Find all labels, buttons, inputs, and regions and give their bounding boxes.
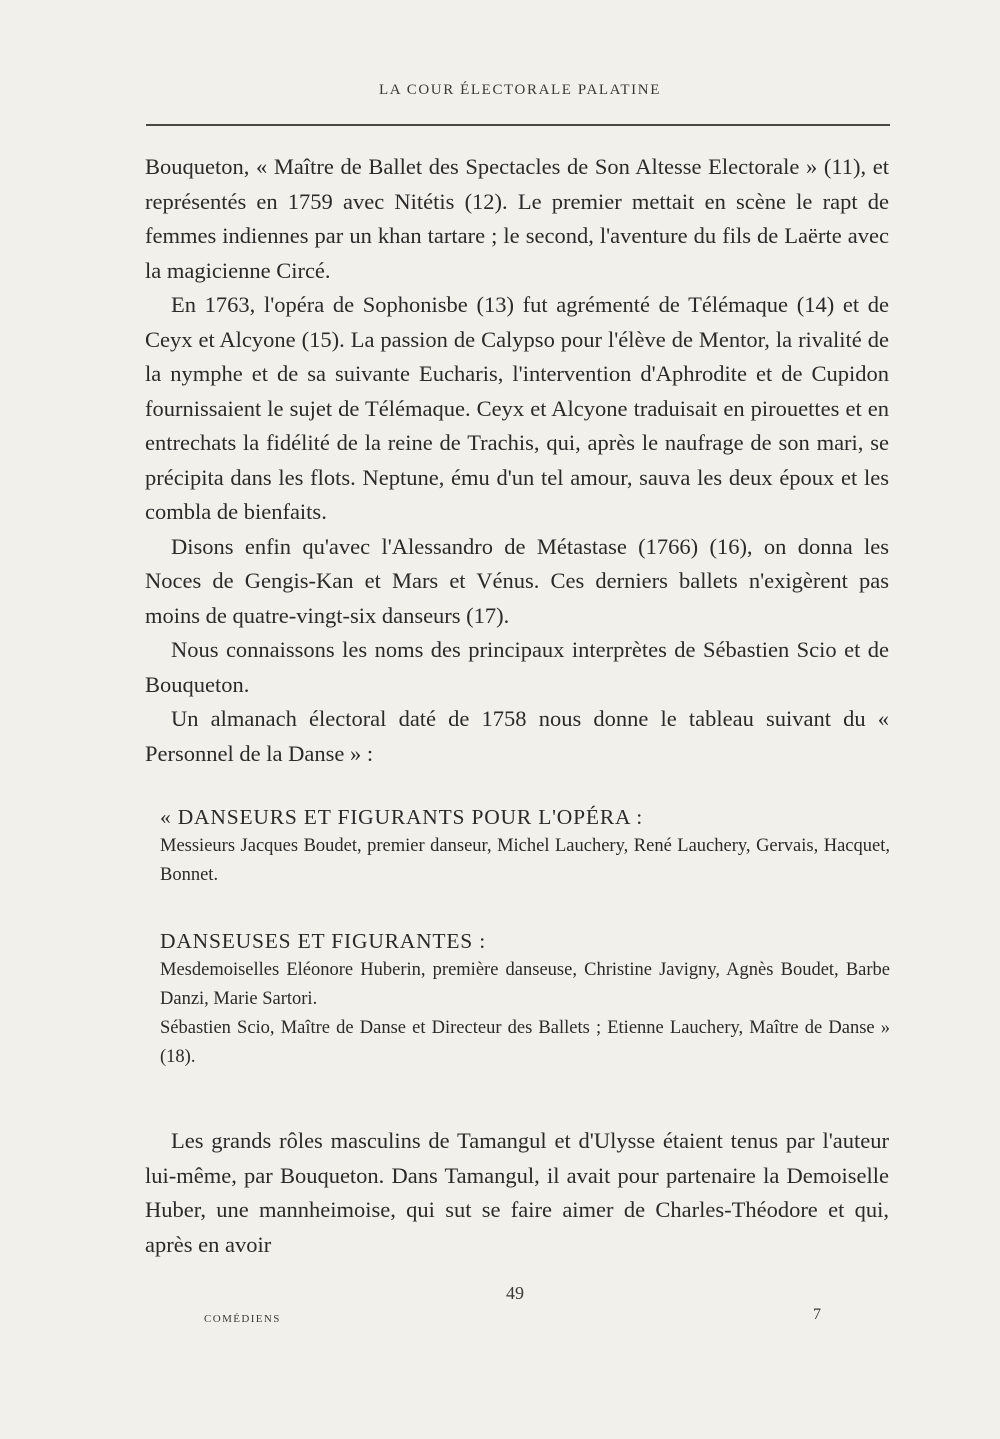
- quote-line-mesdemoiselles: Mesdemoiselles Eléonore Huberin, première danseuse, Christine Javigny, Agnès Boudet, Barbe Danzi, Marie Sartori.: [160, 960, 890, 1009]
- closing-text: [145, 1124, 889, 1262]
- signature-mark: COMÉDIENS: [204, 1313, 281, 1325]
- paragraph-2: En 1763, l'opéra de Sophonisbe (13) fut agrémenté de Télémaque (14) et de Ceyx et Alcyone (15). La passion de Calypso pour l'élève de Mentor, la rivalité de la nymphe et de sa suivante Eucharis, l'intervention d'Aphrodite et de Cupidon fournissaient le sujet de Télémaque. Ceyx et Alcyone traduisait en pirouettes et en entrechats la fidélité de la reine de Trachis, qui, après le naufrage de son mari, se précipita dans les flots. Neptune, ému d'un tel amour, sauva les deux époux et les combla de bienfaits.: [145, 292, 889, 524]
- quote-heading-danseuses: DANSEUSES ET FIGURANTES :: [160, 929, 487, 953]
- paragraph-6: Les grands rôles masculins de Tamangul et d'Ulysse étaient tenus par l'auteur lui-même, par Bouqueton. Dans Tamangul, il avait pour partenaire la Demoiselle Huber, une mannheimoise, qui sut se faire aimer de Charles-Théodore et qui, après en avoir: [145, 1128, 889, 1257]
- paragraph-4: Nous connaissons les noms des principaux interprètes de Sébastien Scio et de Bouqueton.: [145, 637, 889, 697]
- quote-line-messieurs: Messieurs Jacques Boudet, premier danseur, Michel Lauchery, René Lauchery, Gervais, Hacquet, Bonnet.: [160, 836, 890, 885]
- main-text: [145, 150, 889, 771]
- quote-danseuses: [160, 927, 890, 1072]
- header-rule: [146, 124, 890, 126]
- quote-danseurs: [160, 803, 890, 890]
- page-number: 49: [506, 1283, 524, 1303]
- paragraph-1: Bouqueton, « Maître de Ballet des Spectacles de Son Altesse Electorale » (11), et représentés en 1759 avec Nitétis (12). Le premier mettait en scène le rapt de femmes indiennes par un khan tartare ; le second, l'aventure du fils de Laërte avec la magicienne Circé.: [145, 154, 889, 283]
- paragraph-5: Un almanach électoral daté de 1758 nous donne le tableau suivant du « Personnel de la Danse » :: [145, 706, 889, 766]
- quote-line-maitres: Sébastien Scio, Maître de Danse et Directeur des Ballets ; Etienne Lauchery, Maître de Danse » (18).: [160, 1018, 890, 1067]
- signature-number: 7: [813, 1306, 821, 1323]
- running-head: LA COUR ÉLECTORALE PALATINE: [379, 82, 661, 98]
- quote-heading-danseurs: « DANSEURS ET FIGURANTS POUR L'OPÉRA :: [160, 805, 644, 829]
- paragraph-3: Disons enfin qu'avec l'Alessandro de Métastase (1766) (16), on donna les Noces de Gengis-Kan et Mars et Vénus. Ces derniers ballets n'exigèrent pas moins de quatre-vingt-six danseurs (17).: [145, 533, 889, 628]
